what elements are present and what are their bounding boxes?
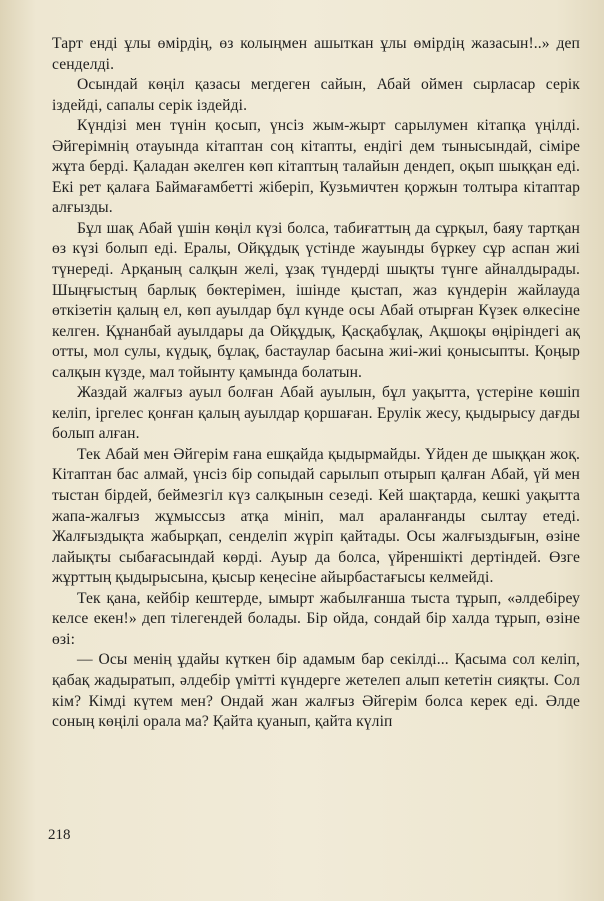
page-number: 218 — [48, 827, 71, 843]
paragraph: Осындай көңіл қазасы мегдеген сайын, Абай оймен сырласар серік іздейді, сапалы серік іздейді. — [52, 76, 580, 114]
paragraph: Тарт енді ұлы өмірдің, өз колыңмен ашыткан ұлы өмірдің жазасын!..» деп сенделді. — [52, 35, 580, 73]
paragraph: Тек қана, кейбір кештерде, ымырт жабылғанша тыста тұрып, «әлдебіреу келсе екен!» деп тілегендей болады. Бір ойда, сондай бір халда тұрып, өзіне өзі: — [52, 589, 580, 648]
paragraph: Бұл шақ Абай үшін көңіл күзі болса, табиғаттың да сұрқыл, баяу тартқан өз күзі болып еді. Ералы, Ойқұдық үстінде жауынды бүркеу сұр аспан жиі түнереді. Арқаның салқын желі, ұзақ түндерді шықты түнге айналдырады. Шыңғыстың барлық бөктерімен, ішінде қыстап, жаз күндерін жайлауда өткізетін қалың ел, көп ауылдар бұл күнде осы Абай отырған Күзек өлкесіне келген. Құнанбай ауылдары да Ойқұдық, Қасқабұлақ, Ақшоқы өңіріндегі ақ отты, мол сулы, күдық, бұлақ, бастаулар басына жиі-жиі қонысыпты. Қоңыр салқын күзде, мал тойынту қамында болатын. — [52, 219, 580, 381]
paragraph: Күндізі мен түнін қосып, үнсіз жым-жырт сарылумен кітапқа үңілді. Әйгерімнің отауында кітаптан соң кітапты, ендігі дем тынысындай, сіміре жұта берді. Қаладан әкелген көп кітаптың талайын дендеп, оқып шыққан еді. Екі рет қалаға Баймағамбетті жіберіп, Кузьмичтен қоржын толтыра кітаптар алғызды. — [52, 117, 580, 217]
page-body-text — [52, 34, 580, 733]
paragraph: Жаздай жалғыз ауыл болған Абай ауылын, бұл уақытта, үстеріне көшіп келіп, іргелес қонған қалың ауылдар қоршаған. Ерулік жесу, қыдырысу дағды болып алған. — [52, 384, 580, 443]
paragraph: — Осы менің ұдайы күткен бір адамым бар секілді... Қасыма сол келіп, қабақ жадыратып, әлдебір үмітті күндерге жетелеп алып кететін сияқты. Сол кім? Кімді күтем мен? Ондай жан жалғыз Әйгерім болса керек еді. Әлде соның көңілі орала ма? Қайта қуанып, қайта күліп — [52, 651, 580, 731]
paragraph: Тек Абай мен Әйгерім ғана ешқайда қыдырмайды. Үйден де шыққан жоқ. Кітаптан бас алмай, үнсіз бір сопыдай сарылып отырып қалған Абай, үй мен тыстан бірдей, беймезгіл күз салқынын сезеді. Кей шақтарда, кешкі уақытта жапа-жалғыз жұмыссыз атқа мініп, мал араланғанды сылтау етеді. Жалғыздықта жабырқап, сенделіп жүріп қайтады. Осы жалғыздығын, өзіне лайықты сыбағасындай көрді. Ауыр да болса, үйреншікті дертіндей. Өзге жұрттың қыдырысына, қысыр кеңесіне айырбастағысы келмейді. — [52, 445, 580, 587]
